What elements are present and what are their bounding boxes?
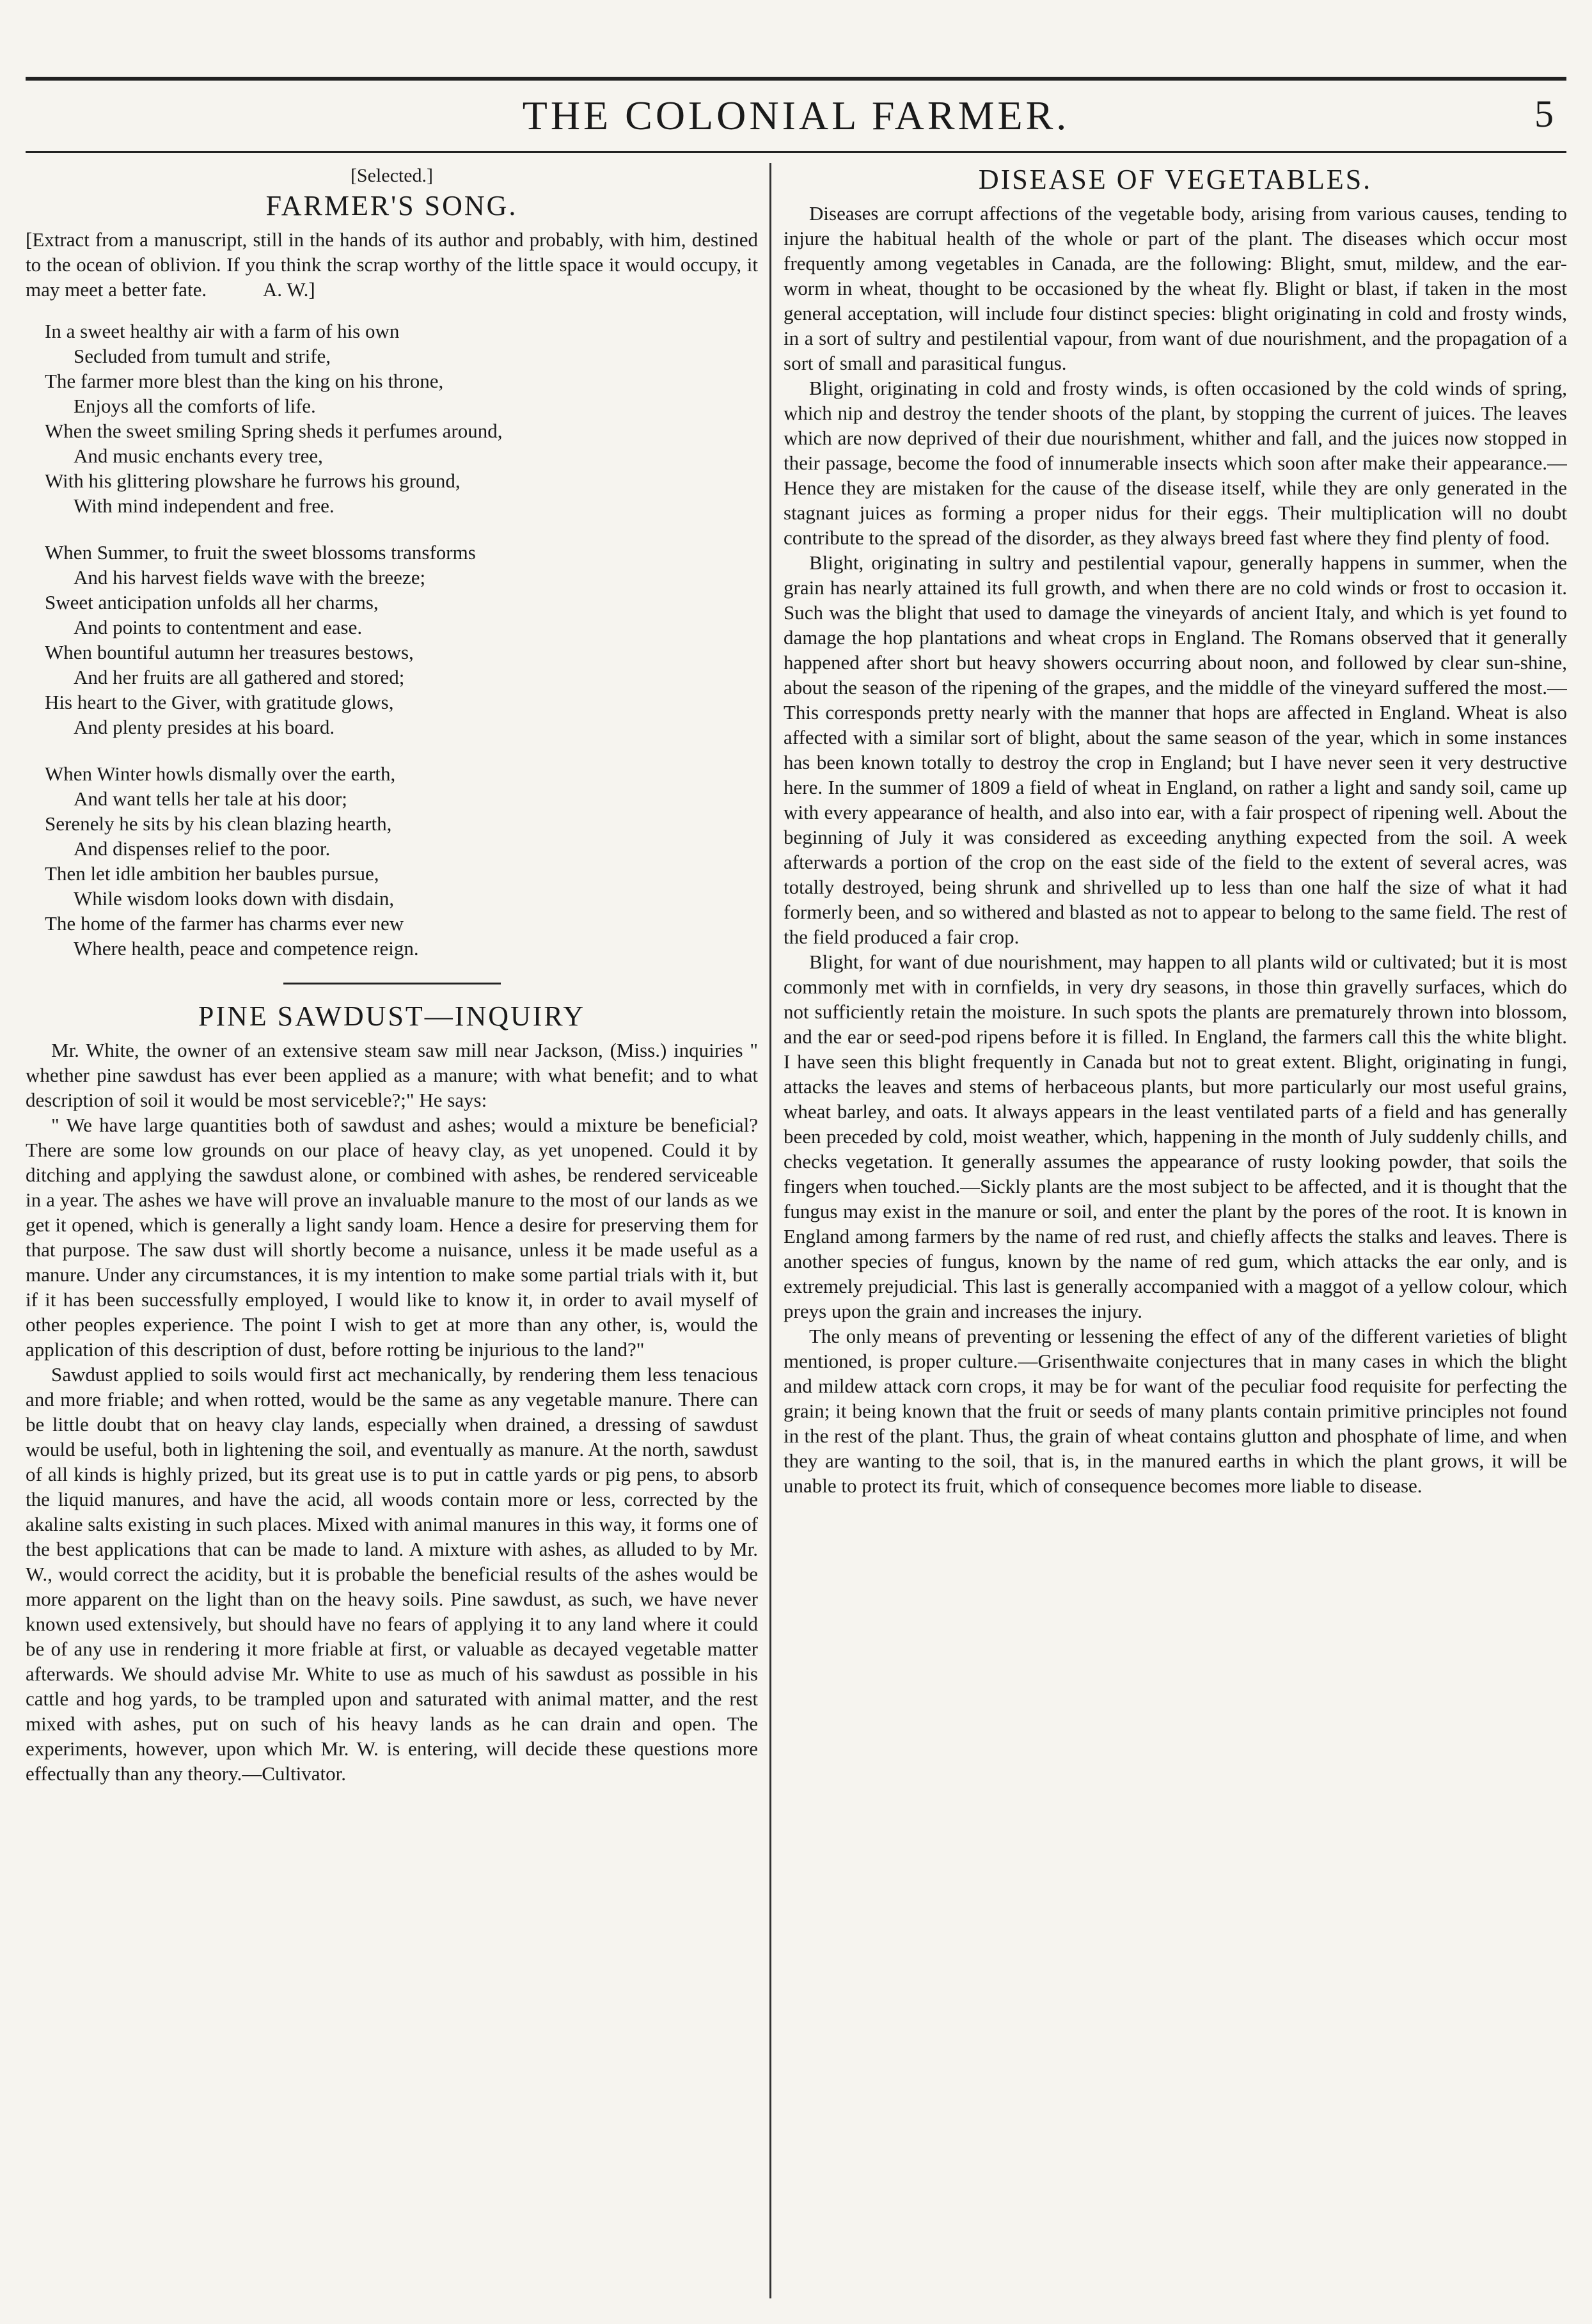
- section-rule: [283, 983, 501, 984]
- verse-line: Secluded from tumult and strife,: [74, 345, 331, 367]
- verse-line: Sweet anticipation unfolds all her charms,: [45, 591, 379, 613]
- verse-line: The home of the farmer has charms ever new: [45, 912, 404, 935]
- verse-line: The farmer more blest than the king on his throne,: [45, 370, 444, 392]
- disease-paragraph-2: Blight, originating in cold and frosty winds, is often occasioned by the cold winds of spring, which nip and destroy the tender shoots of the plant, by stopping the current of juices. The leaves which are now deprived of their due nourishment, whither and fall, and the juices now stopped in their passage, become the food of innumerable insects which soon after make their appearance.—Hence they are mistaken for the cause of the disease itself, while they are only generated in the stagnant juices as forming a proper nidus for their eggs. Their multiplication will no doubt contribute to the spread of the disorder, as they always breed fast where they find plenty of food.: [784, 377, 1567, 549]
- disease-paragraph-4: Blight, for want of due nourishment, may happen to all plants wild or cultivated; but it is most commonly met with in cornfields, in very dry seasons, in those thin gravelly surfaces, which do not sufficiently retain the moisture. In such spots the plants are prematurely thrown into blossom, and the ear or seed-pod ripens before it is filled. In England, the farmers call this the white blight. I have seen this blight frequently in Canada but not to great extent. Blight, originating in fungi, attacks the leaves and stems of herbaceous plants, but more particularly our most useful grains, wheat barley, and oats. It always appears in the least ventilated parts of a field and has generally been preceded by cold, moist weather, which, happening in the month of July suddenly chills, and checks vegetation. It generally assumes the appearance of rusty looking powder, that soils the fingers when touched.—Sickly plants are the most subject to be affected, and it is thought that the fungus may exist in the manure or soil, and enter the plant by the pores of the root. It is known in England among farmers by the name of red rust, and chiefly affects the stalks and leaves. There is another species of fungus, known by the name of red gum, which attacks the ear only, and is extremely prejudicial. This last is generally accompanied with a maggot of a yellow colour, which preys upon the grain and increases the injury.: [784, 951, 1567, 1322]
- song-title: FARMER'S SONG.: [265, 190, 518, 221]
- column-divider: [769, 163, 771, 2298]
- verse-line: When the sweet smiling Spring sheds it perfumes around,: [45, 420, 503, 442]
- song-intro: [26, 227, 758, 302]
- page-header: [26, 77, 1566, 153]
- masthead-title: THE COLONIAL FARMER.: [522, 93, 1070, 138]
- verse-line: And want tells her tale at his door;: [74, 787, 347, 810]
- verse-line: While wisdom looks down with disdain,: [74, 887, 395, 910]
- disease-paragraph-5: The only means of preventing or lessening the effect of any of the different varieties of blight mentioned, is proper culture.—Grisenthwaite conjectures that in many cases in which the blight and mildew attack corn crops, it may be for want of the peculiar food requisite for perfecting the grain; it being known that the fruit or seeds of many plants contain primitive principles not found in the rest of the plant. Thus, the grain of wheat contains glutton and phosphate of lime, and when they are wanting to the soil, that is, in the manured earths in which the plant grows, it will be unable to protect its fruit, which of consequence becomes more liable to disease.: [784, 1325, 1567, 1497]
- stanza-2: [45, 540, 758, 739]
- sawdust-paragraph-3: Sawdust applied to soils would first act mechanically, by rendering them less tenacious and more friable; and when rotted, would be the same as any vegetable manure. There can be little doubt that on heavy clay lands, especially when drained, a dressing of sawdust would be useful, both in lightening the soil, and eventually as manure. At the north, sawdust of all kinds is highly prized, but its great use is to put in cattle yards or pig pens, to absorb the liquid manures, and have the acid, all woods contain more or less, corrected by the akaline salts existing in such places. Mixed with animal manures in this way, it forms one of the best applications that can be made to land. A mixture with ashes, as alluded to by Mr. W., would correct the acidity, but it is probable the beneficial results of the ashes would be more apparent on the light than on the heavy soils. Pine sawdust, as such, we have never known used extensively, but should have no fears of applying it to any land where it could be of any use in rendering it more friable at first, or valuable as decayed vegetable matter afterwards. We should advise Mr. White to use as much of his sawdust as possible in his cattle and hog yards, to be trampled upon and saturated with animal matter, and the rest mixed with ashes, put on such of his heavy lands as he can drain and open. The experiments, however, upon which Mr. W. is entering, will decide these questions more effectually than any theory.—Cultivator.: [26, 1363, 758, 1785]
- verse-line: When Winter howls dismally over the earth,: [45, 763, 396, 785]
- disease-paragraph-1: Diseases are corrupt affections of the vegetable body, arising from various causes, tending to injure the habitual health of the whole or part of the plant. The diseases which occur most frequently among vegetables in Canada, are the following: Blight, smut, mildew, and the ear-worm in wheat, thought to be occasioned by the wheat fly. Blight or blast, if taken in the most general acceptation, will include four distinct species: blight originating in cold and frosty winds, in a sort of sultry and pestilential vapour, from want of due nourishment, and the propagation of a sort of small and parasitical fungus.: [784, 202, 1567, 374]
- verse-line: When Summer, to fruit the sweet blossoms transforms: [45, 541, 476, 564]
- selected-caption: [Selected.]: [350, 165, 434, 186]
- verse-line: And his harvest fields wave with the breeze;: [74, 566, 426, 589]
- verse-line: When bountiful autumn her treasures bestows,: [45, 641, 414, 663]
- verse-line: Then let idle ambition her baubles pursue,: [45, 862, 379, 885]
- stanza-3: [45, 761, 758, 961]
- verse-line: His heart to the Giver, with gratitude glows,: [45, 691, 394, 713]
- verse-line: With his glittering plowshare he furrows his ground,: [45, 470, 461, 492]
- verse-line: And points to contentment and ease.: [74, 616, 363, 638]
- verse-line: With mind independent and free.: [74, 494, 335, 517]
- verse-line: Enjoys all the comforts of life.: [74, 395, 316, 417]
- verse-line: And music enchants every tree,: [74, 445, 323, 467]
- verse-line: In a sweet healthy air with a farm of his own: [45, 320, 400, 342]
- disease-paragraph-3: Blight, originating in sultry and pestilential vapour, generally happens in summer, when the grain has nearly attained its full growth, and when there are no cold winds or frost to occasion it. Such was the blight that used to damage the vineyards of ancient Italy, and which is yet found to damage the hop plantations and wheat crops in England. The Romans observed that it generally happened after short but heavy showers occurring about noon, and followed by clear sun-shine, about the season of the ripening of the grapes, and the middle of the vineyard suffered the most.—This corresponds pretty nearly with the manner that hops are affected in England. Wheat is also affected with a similar sort of blight, about the same season of the year, which in some instances has been known totally to destroy the crop in England; but I have never seen it very destructive here. In the summer of 1809 a field of wheat in England, on rather a light and sandy soil, came up with every appearance of health, and also into ear, with a fair prospect of ripening well. About the beginning of July it was considered as exceeding anything expected from the soil. A week afterwards a portion of the crop on the east side of the field to the extent of several acres, was totally destroyed, being shrunk and shrivelled up to less than one half the size of what it had formerly been, and so withered and blasted as not to appear to belong to the same field. The rest of the field produced a fair crop.: [784, 551, 1567, 948]
- verse-line: And dispenses relief to the poor.: [74, 837, 331, 860]
- song-intro-text: [Extract from a manuscript, still in the hands of its author and probably, with him, destined to the ocean of oblivion. If you think the scrap worthy of the little space it would occupy, it may meet a better fate.: [26, 228, 758, 301]
- page-number: 5: [1534, 93, 1554, 135]
- right-column: [784, 163, 1567, 2298]
- verse-line: And her fruits are all gathered and stored;: [74, 666, 405, 688]
- verse-line: Serenely he sits by his clean blazing hearth,: [45, 812, 392, 835]
- song-signature: A. W.]: [262, 278, 315, 301]
- sawdust-paragraph-2: " We have large quantities both of sawdust and ashes; would a mixture be beneficial? There are some low grounds on our place of heavy clay, as yet unopened. Could it by ditching and applying the sawdust alone, or combined with ashes, be rendered serviceable in a year. The ashes we have will prove an invaluable manure to the most of our lands as we get it opened, which is generally a light sandy loam. Hence a desire for preserving them for that purpose. The saw dust will shortly become a nuisance, unless it be made useful as a manure. Under any circumstances, it is my intention to make some partial trials with it, but if it has been successfully employed, I would like to know it, in order to avail myself of other peoples experience. The point I wish to get at more than any other, is, would the application of this description of dust, before rotting be injurious to the land?": [26, 1114, 758, 1361]
- sawdust-paragraph-1: Mr. White, the owner of an extensive steam saw mill near Jackson, (Miss.) inquiries " whether pine sawdust has ever been applied as a manure; with what benefit; and to what description of soil it would be most serviceble?;" He says:: [26, 1039, 758, 1111]
- disease-title: DISEASE OF VEGETABLES.: [978, 164, 1373, 195]
- verse-line: Where health, peace and competence reign.: [74, 937, 419, 960]
- verse-line: And plenty presides at his board.: [74, 716, 335, 738]
- sawdust-title: PINE SAWDUST—INQUIRY: [198, 1000, 586, 1032]
- stanza-1: [45, 319, 758, 518]
- left-column: [26, 163, 758, 2298]
